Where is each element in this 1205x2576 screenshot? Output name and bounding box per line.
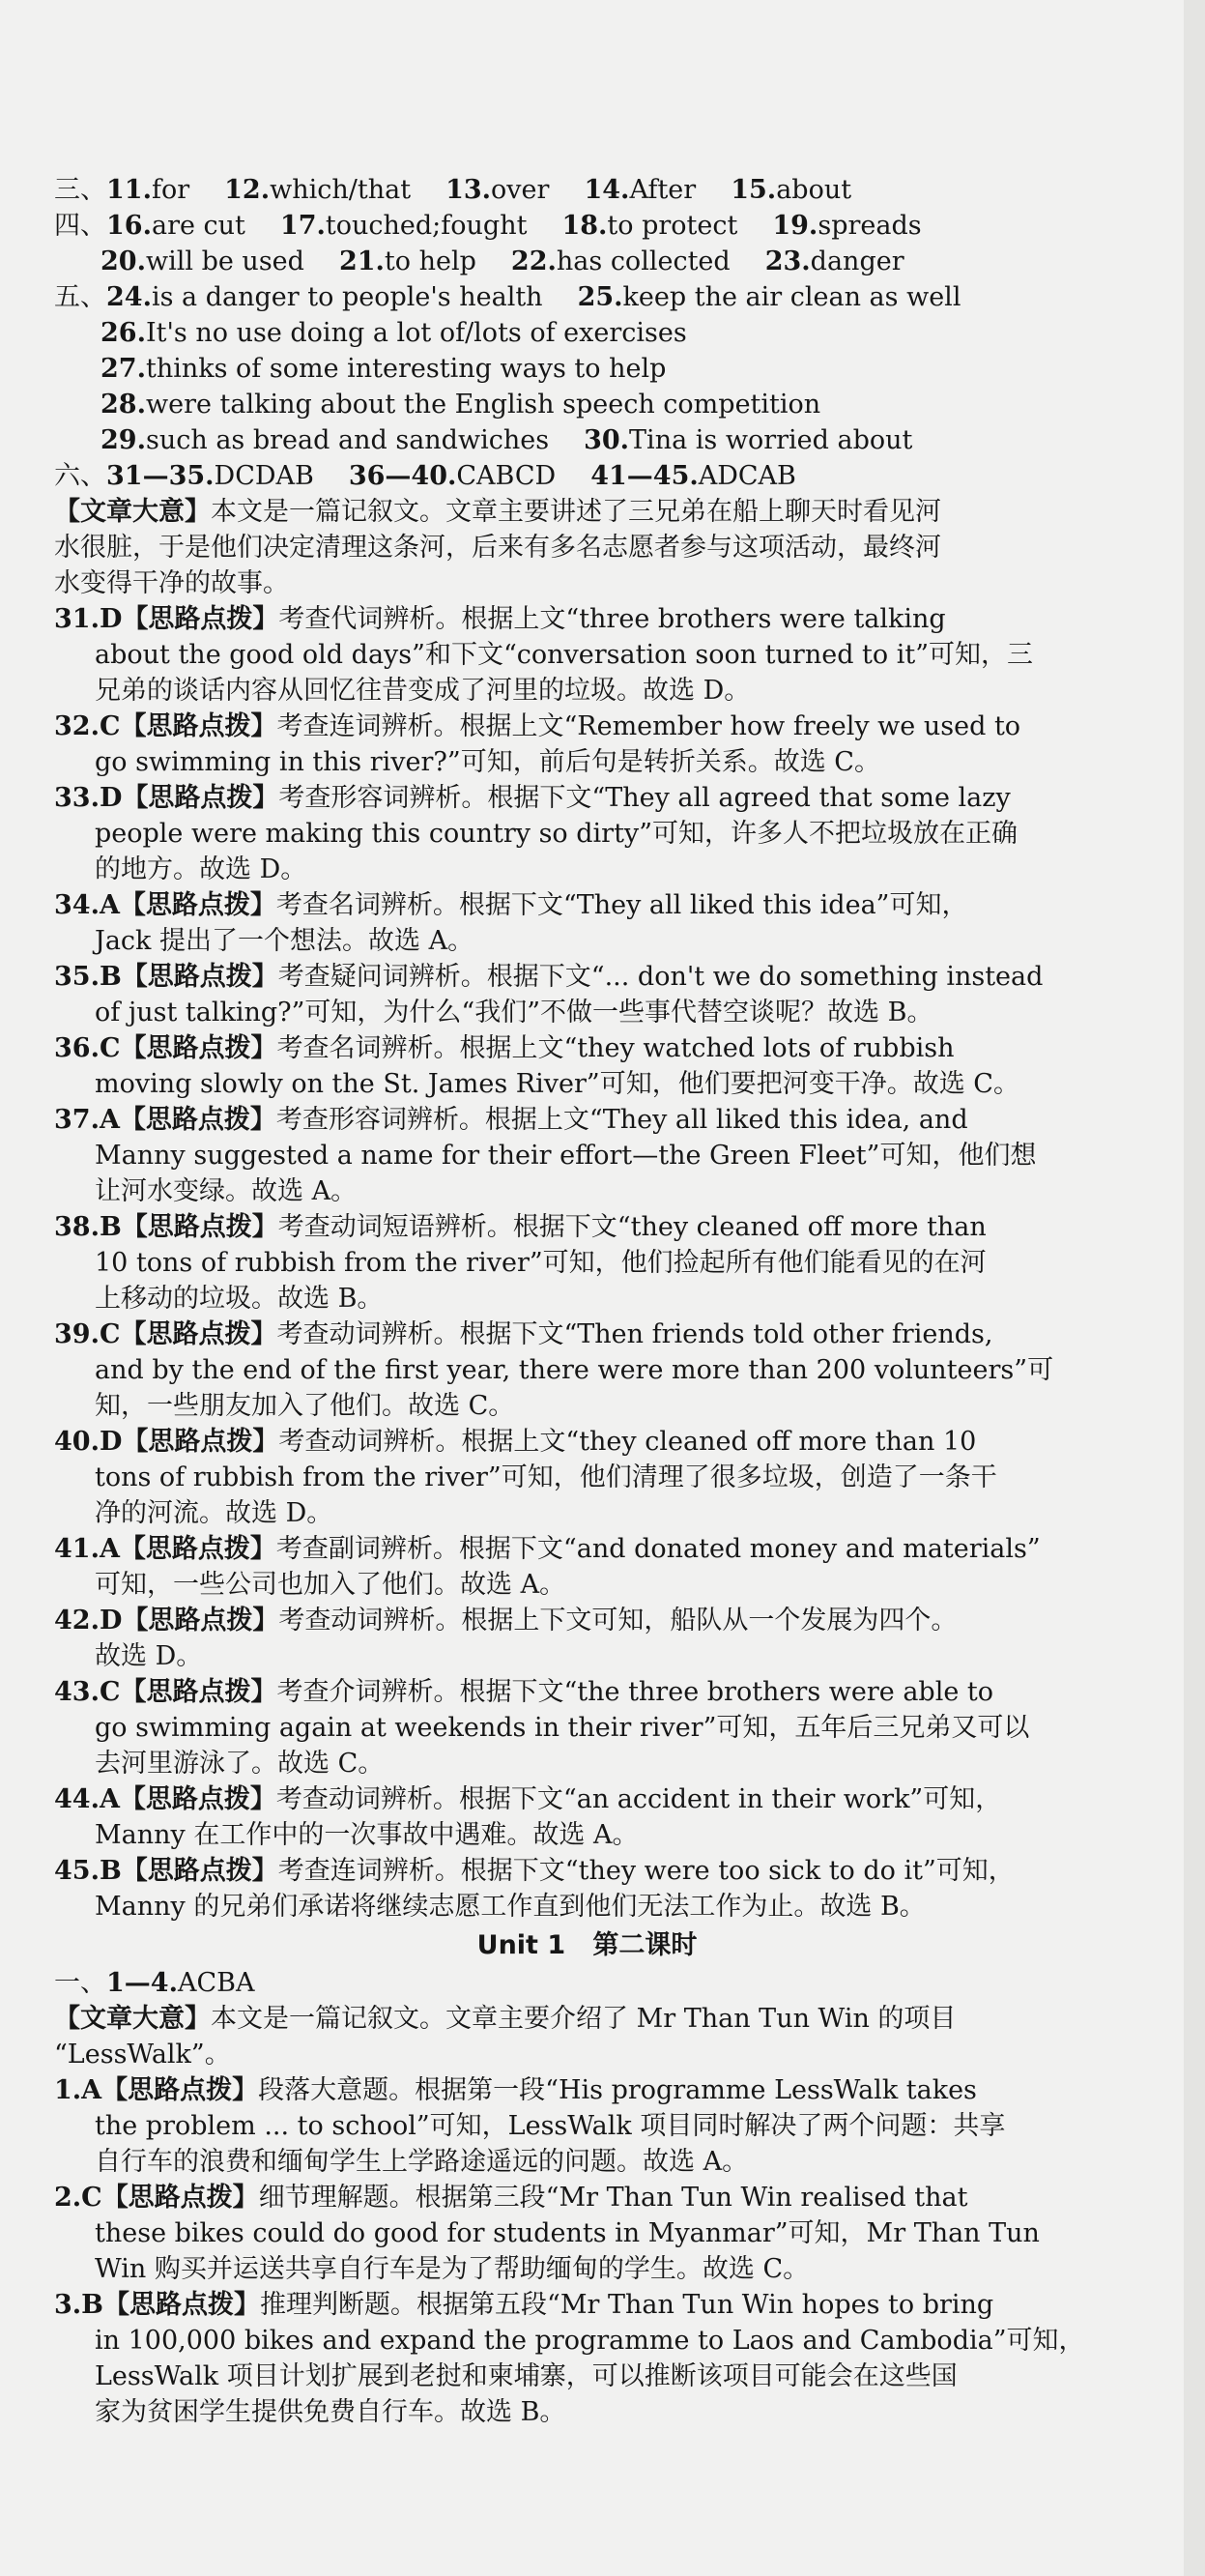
explanation-item: 40.D【思路点拨】考查动词辨析。根据上文“they cleaned off more than 10 tons of rubbish from the river”可知，他们清理了很多垃圾，创造了一条干 净的河流。故选 D。 bbox=[54, 1427, 997, 1528]
explanation-item: 42.D【思路点拨】考查动词辨析。根据上下文可知，船队从一个发展为四个。 故选 D。 bbox=[54, 1606, 958, 1671]
section-5-row-29-30: 29.such as bread and sandwiches 30.Tina is worried about bbox=[100, 425, 913, 455]
explanation-item: 44.A【思路点拨】考查动词辨析。根据下文“an accident in their work”可知， Manny 在工作中的一次事故中遇难。故选 A。 bbox=[54, 1784, 1002, 1850]
section-3-answers: 三、11.for 12.which/that 13.over 14.After 15.about bbox=[54, 175, 852, 205]
explanation-item: 33.D【思路点拨】考查形容词辨析。根据下文“They all agreed that some lazy people were making this country so dirty”可知，许多人不把垃圾放在正确 的地方。故选 D。 bbox=[54, 783, 1018, 884]
explanation-item: 39.C【思路点拨】考查动词辨析。根据下文“Then friends told other friends, and by the end of the first year, there were more than 200 volunteers”可 知，一些朋友加入了他们。故选 C。 bbox=[54, 1319, 1054, 1421]
explanation-item: 45.B【思路点拨】考查连词辨析。根据下文“they were too sick to do it”可知， Manny 的兄弟们承诺将继续志愿工作直到他们无法工作为止。故选 B。 bbox=[54, 1856, 1015, 1922]
section-5-row-26: 26.It's no use doing a lot of/lots of exercises bbox=[100, 318, 687, 348]
explanation-item: 31.D【思路点拨】考查代词辨析。根据上文“three brothers were talking about the good old days”和下文“conversation soon turned to it”可知，三 兄弟的谈话内容从回忆往昔变成了河里的垃圾。故选 D。 bbox=[54, 604, 1034, 706]
section-5-row-27: 27.thinks of some interesting ways to help bbox=[100, 354, 667, 384]
explanation-item: 36.C【思路点拨】考查名词辨析。根据上文“they watched lots of rubbish moving slowly on the St. James River”可知，他们要把河变干净。故选 C。 bbox=[54, 1033, 1019, 1099]
explanation-item: 37.A【思路点拨】考查形容词辨析。根据上文“They all liked this idea, and Manny suggested a name for their effort—the Green Fleet”可知，他们想 让河水变绿。故选 A。 bbox=[54, 1105, 1037, 1206]
explanation-item: 34.A【思路点拨】考查名词辨析。根据下文“They all liked this idea”可知， Jack 提出了一个想法。故选 A。 bbox=[54, 890, 968, 956]
page-edge-shadow bbox=[1184, 0, 1205, 2576]
section-1-answers: 一、1—4.ACBA bbox=[54, 1968, 255, 1998]
explanation-item: 2.C【思路点拨】细节理解题。根据第三段“Mr Than Tun Win realised that these bikes could do good for students in Myanmar”可知，Mr Than Tun Win 购买并运送共享自行车是为了帮助缅甸的学生。故选 C。 bbox=[54, 2183, 1040, 2284]
article-summary-2: 【文章大意】本文是一篇记叙文。文章主要介绍了 Mr Than Tun Win 的项目 “LessWalk”。 bbox=[54, 2004, 957, 2069]
explanations-31-45 bbox=[54, 601, 1120, 1925]
explanation-item: 41.A【思路点拨】考查副词辨析。根据下文“and donated money and materials” 可知，一些公司也加入了他们。故选 A。 bbox=[54, 1534, 1041, 1600]
section-5-row-28: 28.were talking about the English speech competition bbox=[100, 390, 821, 420]
section-4-row-2: 20.will be used 21.to help 22.has collected 23.danger bbox=[100, 246, 904, 276]
explanation-item: 38.B【思路点拨】考查动词短语辨析。根据下文“they cleaned off more than 10 tons of rubbish from the river”可知，他们捡起所有他们能看见的在河 上移动的垃圾。故选 B。 bbox=[54, 1212, 987, 1314]
article-summary-1: 【文章大意】本文是一篇记叙文。文章主要讲述了三兄弟在船上聊天时看见河 水很脏，于是他们决定清理这条河，后来有多名志愿者参与这项活动，最终河 水变得干净的故事。 bbox=[54, 497, 941, 598]
explanation-item: 35.B【思路点拨】考查疑问词辨析。根据下文“... don't we do something instead of just talking?”可知，为什么“我们”不做一些事代替空谈呢？故选 B。 bbox=[54, 962, 1044, 1028]
section-5-row-24-25: 五、24.is a danger to people's health 25.keep the air clean as well bbox=[54, 282, 961, 312]
explanation-item: 1.A【思路点拨】段落大意题。根据第一段“His programme LessWalk takes the problem ... to school”可知，LessWalk 项目同时解决了两个问题：共享 自行车的浪费和缅甸学生上学路途遥远的问题。故选 A。 bbox=[54, 2075, 1006, 2177]
explanations-unit1 bbox=[54, 2072, 1120, 2430]
explanation-item: 43.C【思路点拨】考查介词辨析。根据下文“the three brothers were able to go swimming again at weekends in their river”可知，五年后三兄弟又可以 去河里游泳了。故选 C。 bbox=[54, 1677, 1030, 1779]
explanation-item: 32.C【思路点拨】考查连词辨析。根据上文“Remember how freely we used to go swimming in this river?”可知，前后句是转折关系。故选 C。 bbox=[54, 711, 1021, 777]
unit-heading: Unit 1 第二课时 bbox=[476, 1930, 698, 1960]
section-6-answers: 六、31—35.DCDAB 36—40.CABCD 41—45.ADCAB bbox=[54, 461, 796, 491]
explanation-item: 3.B【思路点拨】推理判断题。根据第五段“Mr Than Tun Win hopes to bring in 100,000 bikes and expand the programme to Laos and Cambodia”可知， LessWalk 项目计划扩展到老挝和柬埔寨，可以推断该项目可能会在这些国 家为贫困学生提供免费自行车。故选 B。 bbox=[54, 2290, 1085, 2427]
section-4-row-1: 四、16.are cut 17.touched;fought 18.to protect 19.spreads bbox=[54, 211, 922, 241]
